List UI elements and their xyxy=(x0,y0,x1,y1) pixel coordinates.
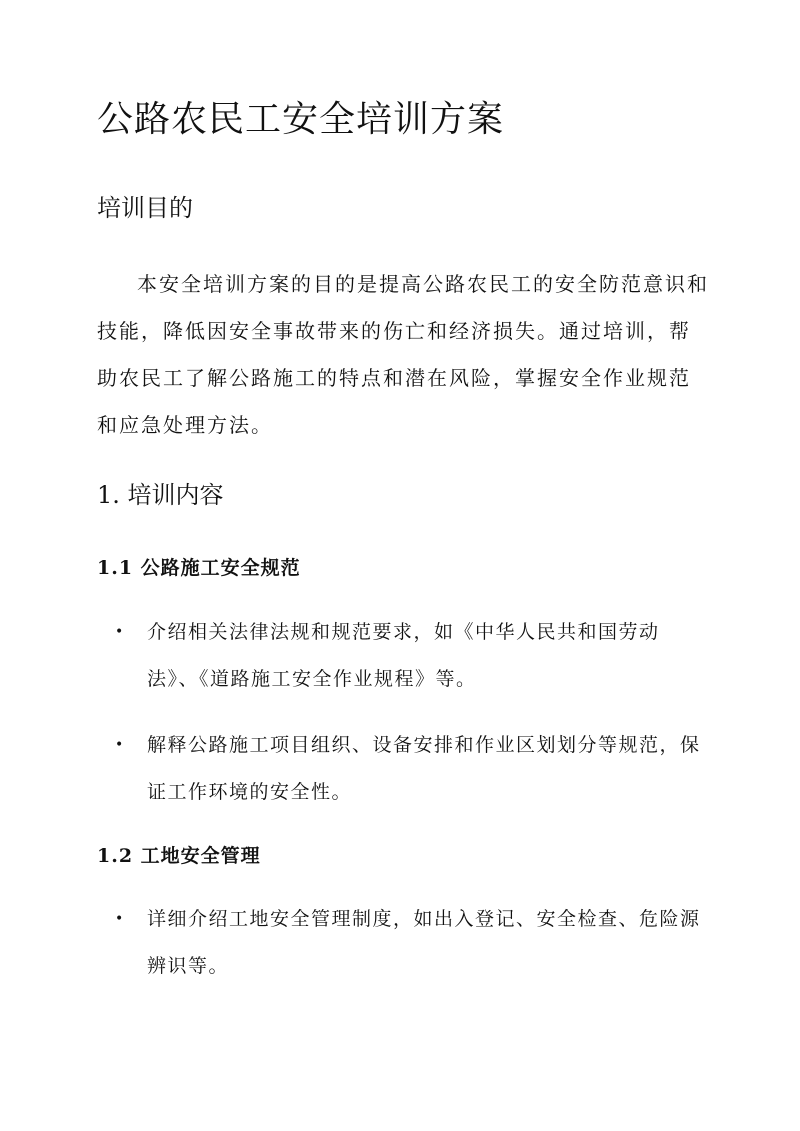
subsection-heading-1-2: 1.2 工地安全管理 xyxy=(97,845,261,867)
purpose-paragraph: 本安全培训方案的目的是提高公路农民工的安全防范意识和技能，降低因安全事故带来的伤亡和经济损失。通过培训，帮助农民工了解公路施工的特点和潜在风险，掌握安全作业规范和应急处理方法。 xyxy=(97,272,709,437)
list-item-text: 介绍相关法律法规和规范要求，如《中华人民共和国劳动法》、《道路施工安全作业规程》等。 xyxy=(147,621,660,690)
document-title: 公路农民工安全培训方案 xyxy=(97,99,505,140)
list-item xyxy=(115,609,705,703)
list-item xyxy=(115,896,705,990)
subsection-heading-1-1: 1.1 公路施工安全规范 xyxy=(97,557,301,579)
list-item-text: 解释公路施工项目组织、设备安排和作业区划划分等规范，保证工作环境的安全性。 xyxy=(147,734,701,803)
section-heading-content: 1. 培训内容 xyxy=(97,481,224,509)
list-item xyxy=(115,722,705,816)
list-item-text: 详细介绍工地安全管理制度，如出入登记、安全检查、危险源辨识等。 xyxy=(147,908,701,977)
section-heading-purpose: 培训目的 xyxy=(97,194,193,222)
bullet-icon: • xyxy=(115,911,124,927)
bullet-icon: • xyxy=(115,737,124,753)
bullet-icon: • xyxy=(115,624,124,640)
